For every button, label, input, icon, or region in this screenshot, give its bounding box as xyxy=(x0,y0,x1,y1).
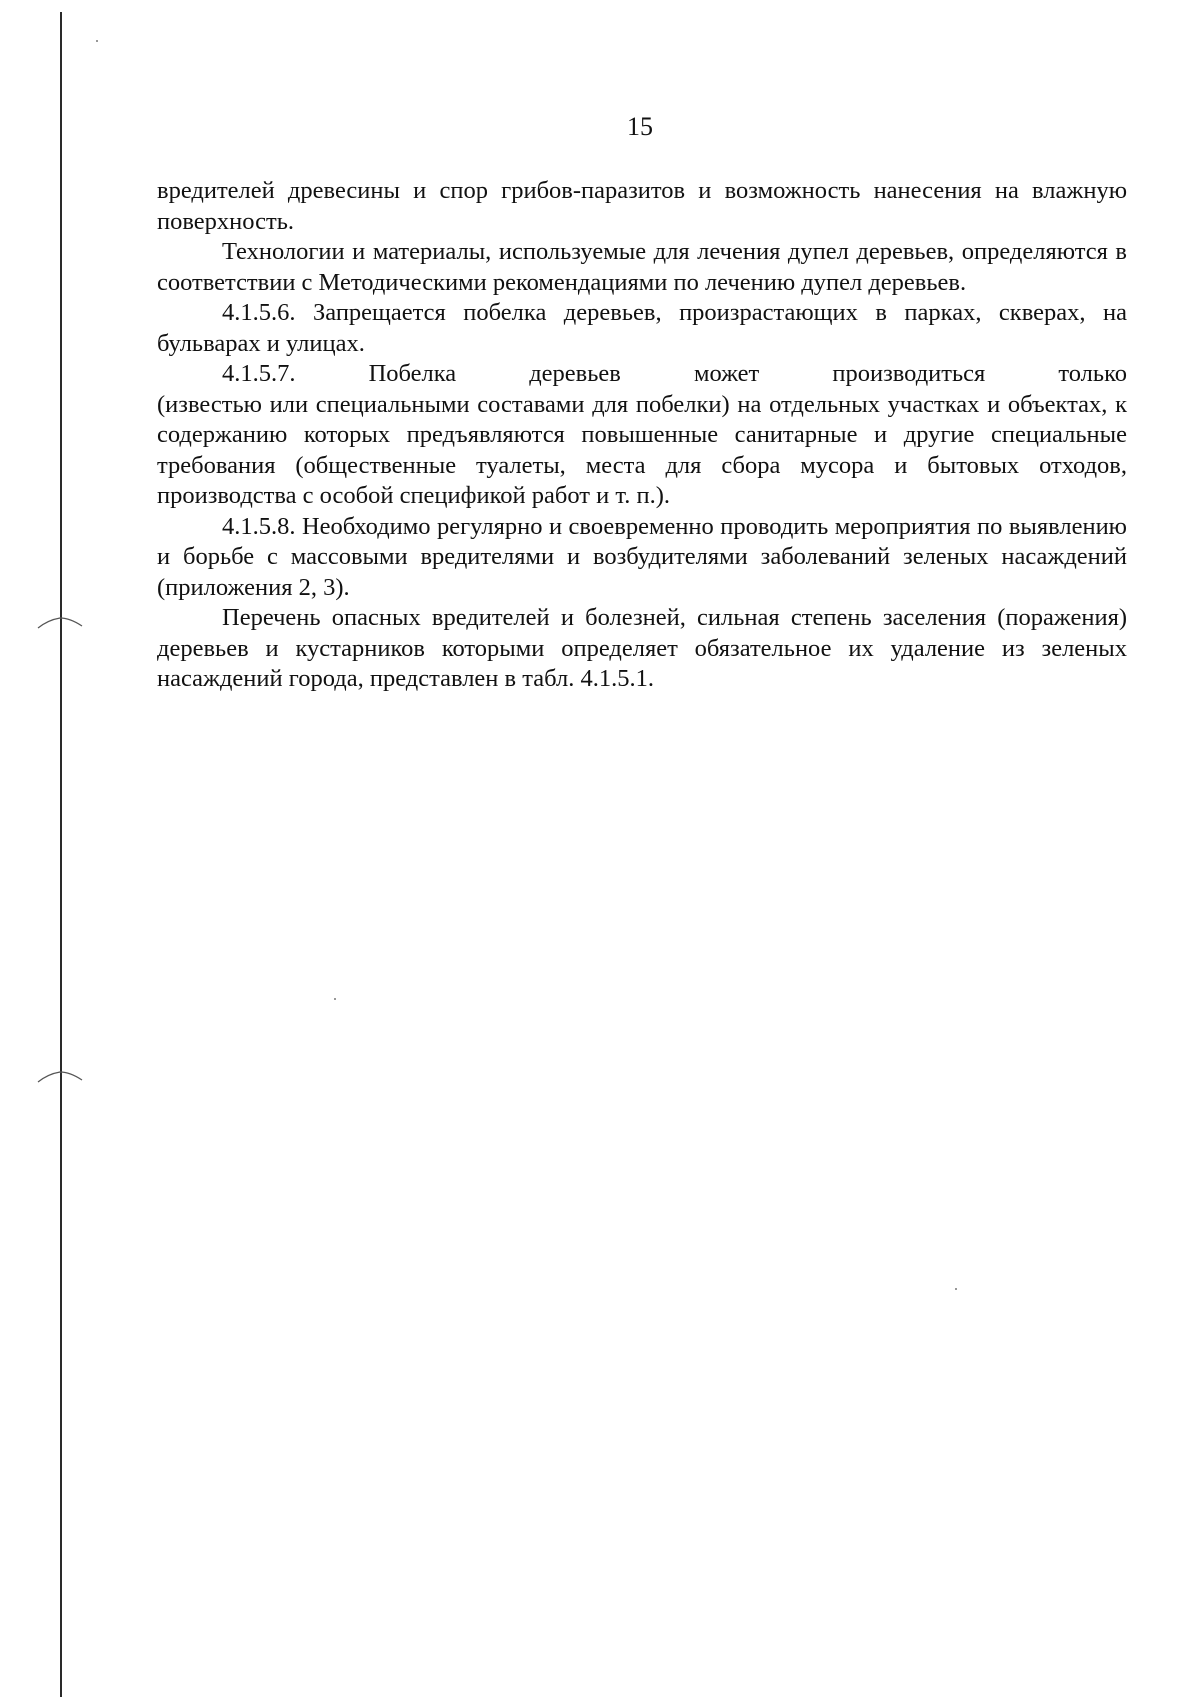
paragraph: 4.1.5.6. Запрещается побелка деревьев, произрастающих в парках, скверах, на бульварах и улицах. xyxy=(157,299,1127,357)
paragraph: (известью или специальными составами для побелки) на отдельных участках и объектах, к содержанию которых предъявляются повышенные санитарные и другие специальные требования (общественные туалеты, места для сбора мусора и бытовых отходов, производства с особой спецификой работ и т. п.). xyxy=(157,390,1127,509)
binding-edge-line xyxy=(60,12,62,1697)
word: 4.1.5.7. xyxy=(222,360,296,387)
word: может xyxy=(693,360,760,387)
paragraph: вредителей древесины и спор грибов-паразитов и возможность нанесения на влажную поверхность. xyxy=(157,177,1127,235)
scan-speck xyxy=(96,40,98,42)
binding-mark xyxy=(36,606,84,634)
paragraph-first-line xyxy=(157,359,1127,390)
scan-speck xyxy=(334,998,336,1000)
word: производиться xyxy=(832,360,986,387)
page-number: 15 xyxy=(627,112,653,141)
word: Побелка xyxy=(368,360,457,387)
paragraph: Перечень опасных вредителей и болезней, сильная степень заселения (поражения) деревьев и кустарников которыми определяет обязательное их удаление из зеленых насаждений города, представлен в табл. 4.1.5.1. xyxy=(157,604,1127,692)
word: только xyxy=(1058,360,1127,387)
body-text xyxy=(157,176,1127,695)
paragraph: 4.1.5.8. Необходимо регулярно и своевременно проводить мероприятия по выявлению и борьбе с массовыми вредителями и возбудителями заболеваний зеленых насаждений (приложения 2, 3). xyxy=(157,512,1127,601)
word: деревьев xyxy=(529,360,621,387)
paragraph: Технологии и материалы, используемые для лечения дупел деревьев, определяются в соответствии с Методическими рекомендациями по лечению дупел деревьев. xyxy=(157,238,1127,296)
scan-speck xyxy=(955,1288,957,1290)
binding-mark xyxy=(36,1060,84,1088)
